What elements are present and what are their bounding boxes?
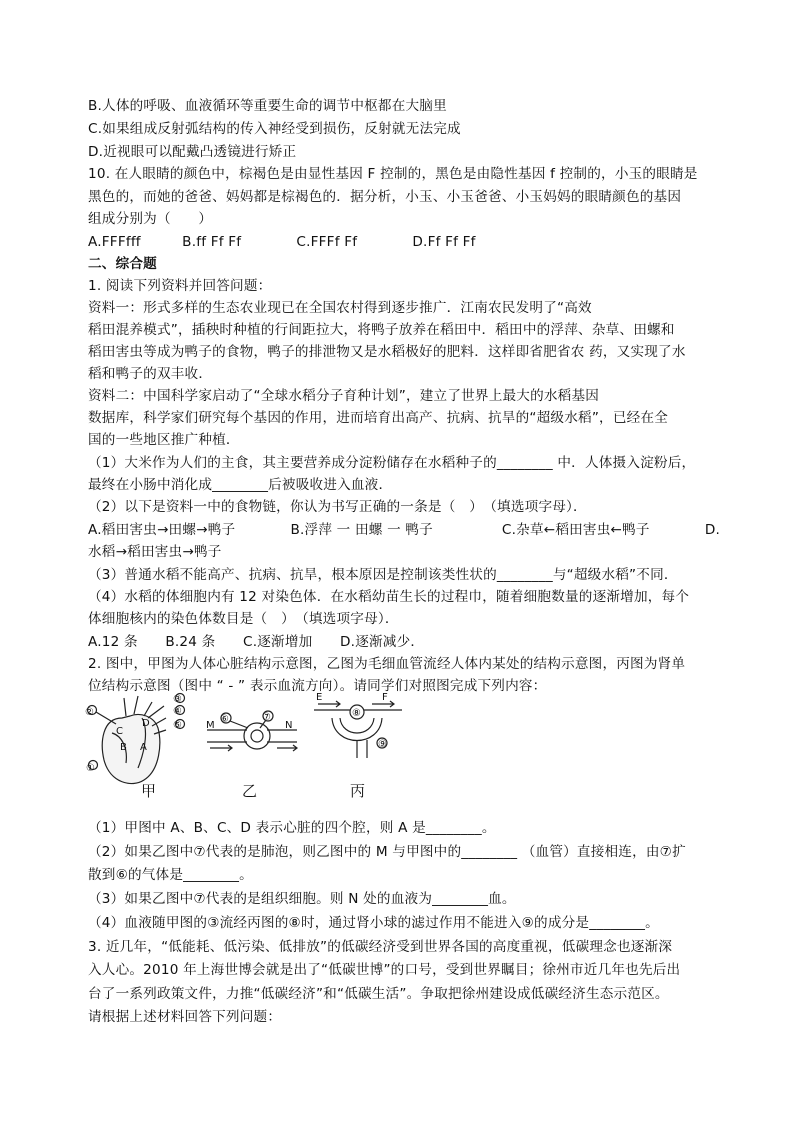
nephron-label-9: ⑨	[378, 739, 387, 750]
q2-part-3: （3）如果乙图中⑦代表的是组织细胞。则 N 处的血液为________血。	[88, 891, 516, 907]
capillary-label-m: M	[206, 720, 215, 731]
question-1-intro: 1. 阅读下列资料并回答问题：	[88, 278, 272, 294]
question-2-line-1: 2. 图中，甲图为人体心脏结构示意图，乙图为毛细血管流经人体内某处的结构示意图，丙图为肾单	[88, 656, 686, 672]
heart-label-a: A	[140, 742, 147, 753]
heart-label-5: ⑤	[173, 720, 182, 731]
q1-part-3: （3）普通水稻不能高产、抗病、抗旱，根本原因是控制该类性状的________与“超级水稻”不同．	[88, 567, 678, 583]
q2-part-4: （4）血液随甲图的③流经丙图的⑧时，通过肾小球的滤过作用不能进入⑨的成分是________。	[88, 915, 659, 931]
material-1-line-3: 稻田害虫等成为鸭子的食物，鸭子的排泄物又是水稻极好的肥料．这样即省肥省农 药，又实现了水	[88, 344, 686, 360]
heart-label-1: ①	[86, 763, 95, 774]
question-10-line-2: 黑色的，而她的爸爸、妈妈都是棕褐色的．据分析，小玉、小玉爸爸、小玉妈妈的眼睛颜色的基因	[88, 189, 682, 205]
heart-label-3: ③	[173, 694, 182, 705]
material-2-line-1: 资料二：中国科学家启动了“全球水稻分子育种计划”，建立了世界上最大的水稻基因	[88, 388, 600, 404]
figure-caption-yi: 乙	[242, 782, 258, 800]
nephron-label-e: E	[316, 692, 323, 703]
question-10-line-3: 组成分别为（ ）	[88, 211, 213, 227]
q1-part-4-line-2: 体细胞核内的染色体数目是（ ） （填选项字母）．	[88, 611, 399, 627]
q1-part-1-line-2: 最终在小肠中消化成________后被吸收进入血液．	[88, 477, 393, 493]
material-2-line-3: 国的一些地区推广种植．	[88, 432, 240, 448]
q2-part-2-line-1: （2）如果乙图中⑦代表的是肺泡，则乙图中的 M 与甲图中的________ （血管）直接相连，由⑦扩	[88, 844, 686, 860]
q2-part-2-line-2: 散到⑥的气体是________。	[88, 867, 253, 883]
nephron-label-f: F	[382, 692, 388, 703]
q2-part-1: （1）甲图中 A、B、C、D 表示心脏的四个腔，则 A 是________。	[88, 820, 496, 836]
heart-diagram	[88, 694, 185, 784]
question-10-line-1: 10. 在人眼睛的颜色中，棕褐色是由显性基因 F 控制的，黑色是由隐性基因 f 控制的，小玉的眼睛是	[88, 166, 698, 182]
figure-caption-bing: 丙	[350, 782, 366, 800]
material-1-line-4: 稻和鸭子的双丰收．	[88, 366, 213, 382]
q1-part-1-line-1: （1）大米作为人们的主食，其主要营养成分淀粉储存在水稻种子的________ 中．人体摄入淀粉后，	[88, 455, 696, 471]
q1-part-4-line-1: （4）水稻的体细胞内有 12 对染色体．在水稻幼苗生长的过程巾，随着细胞数量的逐渐增加，每个	[88, 589, 690, 605]
option-b-line: B.人体的呼吸、血液循环等重要生命的调节中枢都在大脑里	[88, 98, 447, 114]
heart-label-d: D	[142, 718, 150, 729]
question-3-line-3: 台了一系列政策文件，力推“低碳经济”和“低碳生活”。争取把徐州建设成低碳经济生态示范区。	[88, 986, 669, 1002]
question-3-line-2: 入人心。2010 年上海世博会就是出了“低碳世博”的口号，受到世界瞩目；徐州市近几年也先后出	[88, 962, 681, 978]
question-3-line-1: 3. 近几年，“低能耗、低污染、低排放”的低碳经济受到世界各国的高度重视，低碳理念也逐渐深	[88, 939, 673, 955]
capillary-label-n: N	[285, 720, 293, 731]
section-heading: 二、综合题	[88, 256, 157, 272]
q1-part-2-options: A.稻田害虫→田螺→鸭子 B.浮萍 一 田螺 一 鸭子 C.杂草←稻田害虫←鸭子 D.	[88, 522, 721, 538]
figure-caption-jia: 甲	[141, 782, 157, 800]
q1-part-2-option-d: 水稻→稻田害虫→鸭子	[88, 544, 222, 560]
nephron-label-8: ⑧	[352, 708, 361, 719]
option-d-line: D.近视眼可以配戴凸透镜进行矫正	[88, 144, 297, 160]
material-1-line-1: 资料一：形式多样的生态农业现已在全国农村得到逐步推广．江南农民发明了“高效	[88, 300, 592, 316]
q1-part-4-options: A.12 条 B.24 条 C.逐渐增加 D.逐渐减少．	[88, 634, 425, 650]
question-10-options: A.FFFfff B.ff Ff Ff C.FFFf Ff D.Ff Ff Ff	[88, 234, 476, 250]
heart-label-2: ②	[85, 707, 94, 718]
question-3-line-4: 请根据上述材料回答下列问题：	[88, 1009, 282, 1025]
heart-label-4: ④	[173, 706, 182, 717]
heart-label-b: B	[120, 742, 127, 753]
option-c-line: C.如果组成反射弧结构的传入神经受到损伤，反射就无法完成	[88, 121, 461, 137]
question-2-line-2: 位结构示意图（图中 “ - ” 表示血流方向）。请同学们对照图完成下列内容：	[88, 678, 547, 694]
capillary-label-6: ⑥	[220, 714, 229, 725]
material-1-line-2: 稻田混养模式”，插秧时种植的行间距拉大，将鸭子放养在稻田中．稻田中的浮萍、杂草、田螺和	[88, 322, 675, 338]
heart-label-c: C	[116, 726, 123, 737]
q1-part-2: （2）以下是资料一中的食物链，你认为书写正确的一条是（ ） （填选项字母）．	[88, 499, 587, 515]
material-2-line-2: 数据库，科学家们研究每个基因的作用，进而培育出高产、抗病、抗旱的“超级水稻”，已经在全	[88, 410, 669, 426]
capillary-label-7: ⑦	[262, 712, 271, 723]
